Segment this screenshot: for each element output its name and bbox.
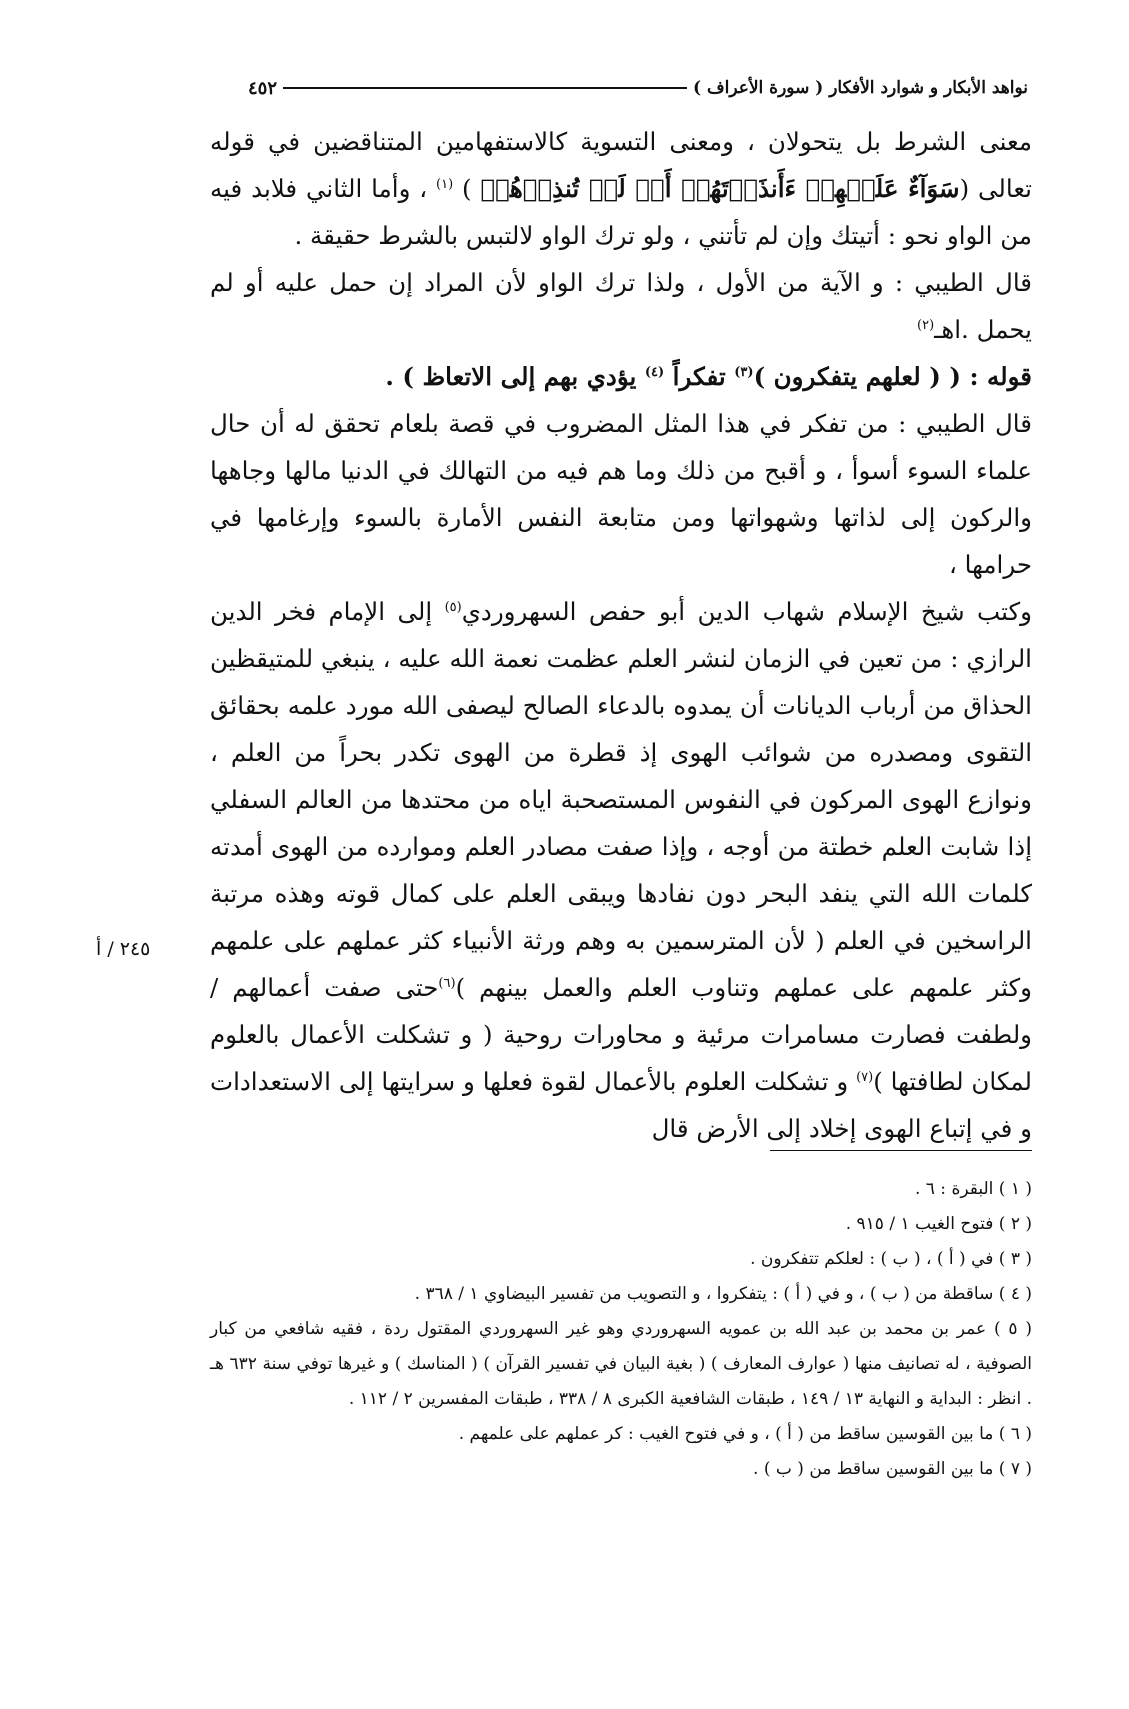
running-title: نواهد الأبكار و شوارد الأفكار ( سورة الأعراف ) xyxy=(693,78,1028,98)
footnote-ref-6: (٦) xyxy=(438,975,456,991)
header-rule xyxy=(283,87,687,89)
footnote-4: ( ٤ ) ساقطة من ( ب ) ، و في ( أ ) : يتفكروا ، و التصويب من تفسير البيضاوي ١ / ٣٦٨ . xyxy=(414,1284,1032,1304)
text-run: ، وأما الثاني فلابد فيه من الواو نحو : أتيتك وإن لم تأتني ، ولو ترك الواو لالتبس بالشرط حقيقة . xyxy=(210,174,1032,250)
text-run: إلى الإمام فخر الدين الرازي : من تعين في الزمان لنشر العلم عظمت نعمة الله عليه ، ينبغي للمتيقظين الحذاق من أرباب الديانات أن يمدوه بالدعاء الصالح ليصفى الله مورد علمه بحقائق التقوى ومصدره من شوائب الهوى إذ قطرة من الهوى تكدر بحراً من العلم ، ونوازع الهوى المركون في النفوس المستصحبة اياه من محتدها من العالم السفلي إذا شابت العلم خطتة من أوجه ، وإذا صفت مصادر العلم وموارده من الهوى أمدته كلمات الله التي ينفد البحر دون نفادها ويبقى العلم على كمال قوته وهذه مرتبة الراسخين في العلم ( لأن المترسمين به وهم ورثة الأنبياء كثر عملهم على علمهم وكثر علمهم على عملهم وتناوب العلم والعمل بينهم ) xyxy=(210,597,1033,1002)
text-run: تفكراً xyxy=(664,362,735,391)
text-run: يؤدي بهم إلى الاتعاظ ) . xyxy=(385,362,645,391)
main-text xyxy=(210,118,1032,1152)
footnote-3: ( ٣ ) في ( أ ) ، ( ب ) : لعلكم تتفكرون . xyxy=(750,1249,1032,1269)
paragraph-4: قال الطيبي : من تفكر في هذا المثل المضروب في قصة بلعام تحقق له أن حال علماء السوء أسوأ ، و أقبح من ذلك وما هم فيه من التهالك في الدنيا مالها وجاهها والركون إلى لذاتها وشهواتها ومن متابعة النفس الأمارة بالسوء وإرغامها في حرامها ، xyxy=(210,409,1032,579)
page-number: ٤٥٢ xyxy=(248,77,278,99)
footnote-ref-1: (١) xyxy=(436,176,454,192)
quran-verse: سَوَآءٌ عَلَيۡهِمۡ ءَأَنذَرۡتَهُمۡ أَمۡ لَمۡ تُنذِرۡهُمۡ xyxy=(480,174,960,203)
footnotes xyxy=(210,1172,1032,1487)
paragraph-3-heading xyxy=(210,353,1032,400)
footnote-ref-7: (٧) xyxy=(856,1069,874,1085)
paragraph-2 xyxy=(210,259,1032,353)
footnote-5: ( ٥ ) عمر بن محمد بن عبد الله بن عمويه السهروردي وهو غير السهروردي المقتول ردة ، فقيه شافعي من كبار الصوفية ، له تصانيف منها ( عوارف المعارف ) ( بغية البيان في تفسير القرآن ) ( المناسك ) و غيرها توفي سنة ٦٣٢ هـ . انظر : البداية و النهاية ١٣ / ١٤٩ ، طبقات الشافعية الكبرى ٨ / ٣٣٨ ، طبقات المفسرين ٢ / ١١٢ . xyxy=(210,1319,1032,1409)
footnote-7: ( ٧ ) ما بين القوسين ساقط من ( ب ) . xyxy=(753,1459,1032,1479)
footnote-ref-5: (٥) xyxy=(444,599,462,615)
manuscript-folio-note: ٢٤٥ / أ xyxy=(96,938,151,960)
paragraph-5 xyxy=(210,588,1032,1152)
text-run: و تشكلت العلوم بالأعمال لقوة فعلها و سرايتها إلى الاستعدادات و في إتباع الهوى إخلاد إلى الأرض قال xyxy=(210,1067,1032,1143)
text-run: وكتب شيخ الإسلام شهاب الدين أبو حفص السهروردي xyxy=(461,597,1032,626)
footnote-1: ( ١ ) البقرة : ٦ . xyxy=(914,1179,1032,1199)
text-run: معنى الشرط بل يتحولان ، ومعنى التسوية كالاستفهامين المتناقضين في قوله تعالى ( xyxy=(210,127,1032,203)
footnote-ref-4: (٤) xyxy=(644,364,665,380)
text-run: قوله : ( ( لعلهم يتفكرون ) xyxy=(753,362,1032,391)
text-run: حتى صفت أعمالهم / ولطفت فصارت مسامرات مرئية و محاورات روحية ( و تشكلت الأعمال بالعلوم لمكان لطافتها ) xyxy=(210,973,1032,1096)
footnote-6: ( ٦ ) ما بين القوسين ساقط من ( أ ) ، و في فتوح الغيب : كر عملهم على علمهم . xyxy=(458,1424,1032,1444)
running-header xyxy=(248,68,1028,108)
paragraph-1 xyxy=(210,118,1032,259)
footnote-ref-2: (٢) xyxy=(917,317,935,333)
footnote-2: ( ٢ ) فتوح الغيب ١ / ٩١٥ . xyxy=(845,1214,1032,1234)
text-run: قال الطيبي : و الآية من الأول ، ولذا ترك الواو لأن المراد إن حمل عليه أو لم يحمل .اهـ xyxy=(210,268,1032,344)
footnote-ref-3: (٣) xyxy=(734,364,754,380)
footnote-separator xyxy=(770,1150,1032,1151)
text-run: ) xyxy=(453,174,481,203)
